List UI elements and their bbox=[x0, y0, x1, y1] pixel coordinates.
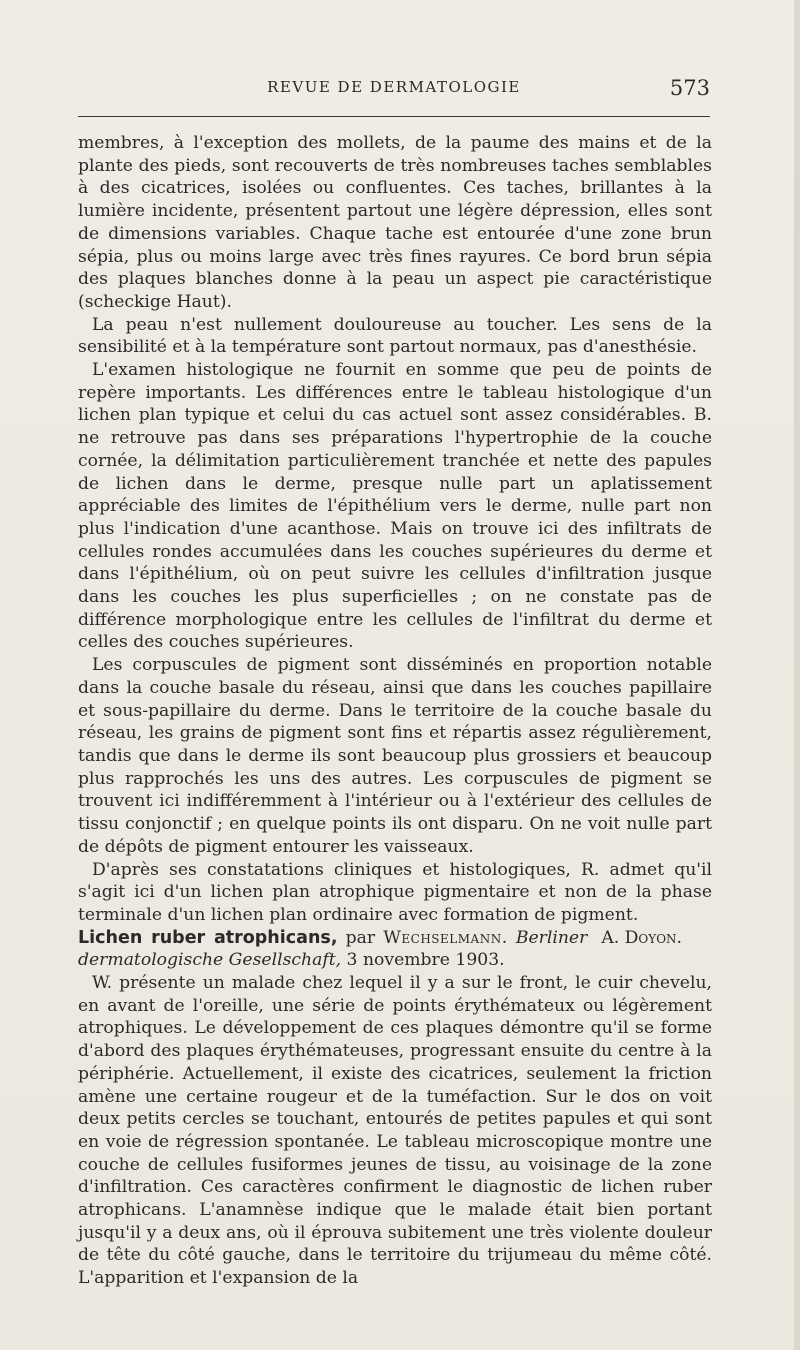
page-edge bbox=[794, 0, 800, 1350]
running-title: REVUE DE DERMATOLOGIE bbox=[267, 78, 521, 96]
page-number: 573 bbox=[669, 76, 710, 100]
paragraph-1: membres, à l'exception des mollets, de la paume des mains et de la plante des pieds, sont recouverts de très nombreuses taches semblables à des cicatrices, isolées ou confluentes. Ces taches, brillantes à la lumière incidente, présentent partout une légère dépression, elles sont de dimensions variables. Chaque tache est entourée d'une zone brun sépia, plus ou moins large avec très fines rayures. Ce bord brun sépia des plaques blanches donne à la peau un aspect pie caractéristique (scheckige Haut). bbox=[78, 133, 712, 312]
article-by: par bbox=[345, 927, 376, 948]
article-date: 3 novembre 1903. bbox=[346, 950, 505, 971]
body-text bbox=[78, 132, 712, 1290]
paragraph-5-text: D'après ses constatations cliniques et histologiques, R. admet qu'il s'agit ici d'un lichen plan atrophique pigmentaire et non de la phase terminale d'un lichen plan ordinaire avec formation de pigment. bbox=[78, 859, 712, 925]
paragraph-2: La peau n'est nullement douloureuse au toucher. Les sens de la sensibilité et à la température sont partout normaux, pas d'anesthésie. bbox=[78, 314, 712, 358]
page-header bbox=[78, 76, 710, 102]
paragraph-3: L'examen histologique ne fournit en somme que peu de points de repère importants. Les différences entre le tableau histologique d'un lichen plan typique et celui du cas actuel sont assez considérables. B. ne retrouve pas dans ses préparations l'hypertrophie de la couche cornée, la délimitation particulièrement tranchée et nette des papules de lichen dans le derme, presque nulle part un aplatissement appréciable des limites de l'épithélium vers le derme, nulle part non plus l'indication d'une acanthose. Mais on trouve ici des infiltrats de cellules rondes accumulées dans les couches supérieures du derme et dans l'épithélium, où on peut suivre les cellules d'infiltration jusque dans les couches les plus superficielles ; on ne constate pas de différence morphologique entre les cellules de l'infiltrat du derme et celles des couches supérieures. bbox=[78, 360, 712, 653]
article-journal: Berliner dermatologische Gesellschaft, bbox=[78, 927, 588, 971]
article-title: Lichen ruber atrophicans, bbox=[78, 927, 338, 948]
paragraph-4: Les corpuscules de pigment sont disséminés en proportion notable dans la couche basale du réseau, ainsi que dans les couches papillaire et sous-papillaire du derme. Dans le territoire de la couche basale du réseau, les grains de pigment sont fins et répartis assez régulièrement, tandis que dans le derme ils sont beaucoup plus grossiers et beaucoup plus rapprochés les uns des autres. Les corpuscules de pigment se trouvent ici indifféremment à l'intérieur ou à l'extérieur des cellules de tissu conjonctif ; en quelque points ils ont disparu. On ne voit nulle part de dépôts de pigment entourer les vaisseaux. bbox=[78, 655, 712, 857]
header-rule bbox=[78, 116, 710, 117]
article-author: Wechselmann. bbox=[383, 927, 508, 948]
signature: A. Doyon. bbox=[601, 927, 682, 948]
paragraph-6: W. présente un malade chez lequel il y a sur le front, le cuir chevelu, en avant de l'oreille, une série de points érythémateux ou légèrement atrophiques. Le développement de ces plaques démontre qu'il se forme d'abord des plaques érythémateuses, progressant ensuite du centre à la périphérie. Actuellement, il existe des cicatrices, seulement la friction amène une certaine rougeur et de la tuméfaction. Sur le dos on voit deux petits cercles se touchant, entourés de petites papules et qui sont en voie de régression spontanée. Le tableau microscopique montre une couche de cellules fusiformes jeunes de tissu, au voisinage de la zone d'infiltration. Ces caractères confirment le diagnostic de lichen ruber atrophicans. L'anamnèse indique que le malade était bien portant jusqu'il y a deux ans, où il éprouva subitement une très violente douleur de tête du côté gauche, dans le territoire du trijumeau du même côté. L'apparition et l'expansion de la bbox=[78, 973, 712, 1289]
